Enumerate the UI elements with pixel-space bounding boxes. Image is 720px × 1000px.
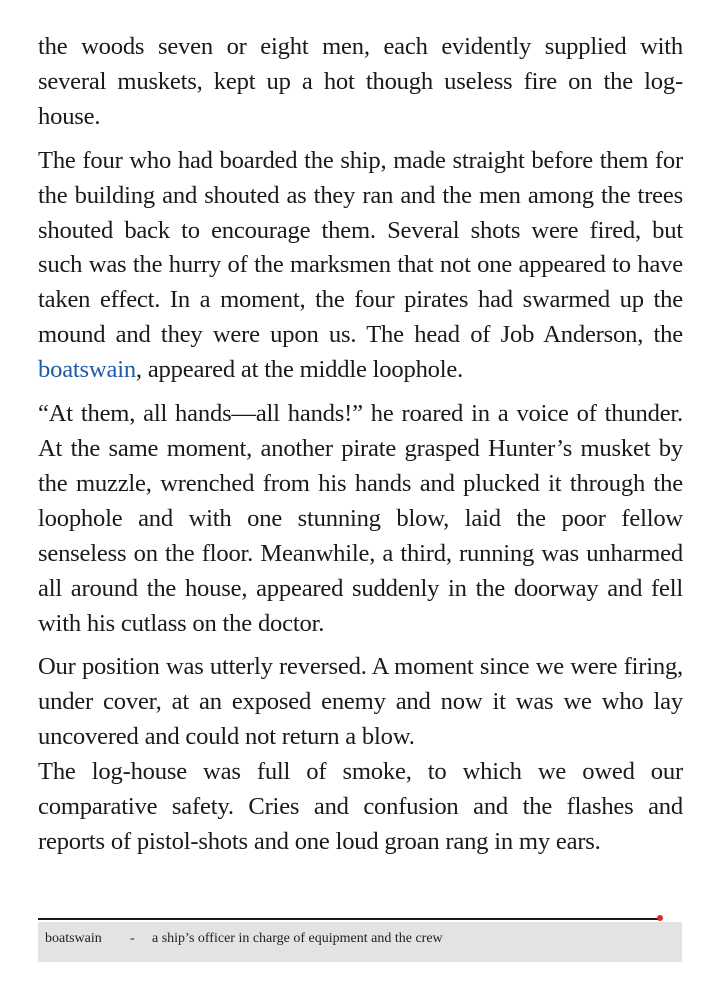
footnote-separator: - <box>130 931 135 946</box>
paragraph-1: the woods seven or eight men, each evidently supplied with several muskets, kept up a hot though useless fire on the log-house. <box>38 33 683 130</box>
paragraph-2 <box>38 144 683 388</box>
paragraph-5: The log-house was full of smoke, to which we owed our comparative safety. Cries and confusion and the flashes and reports of pistol-shots and one loud groan rang in my ears. <box>38 758 683 855</box>
story-text <box>38 30 683 869</box>
glossary-link-boatswain[interactable]: boatswain <box>38 356 136 384</box>
paragraph-3: “At them, all hands—all hands!” he roared in a voice of thunder. At the same moment, another pirate grasped Hunter’s musket by the muzzle, wrenched from his hands and plucked it through the loophole and with one stunning blow, laid the poor fellow senseless on the floor. Meanwhile, a third, running was unharmed all around the house, appeared suddenly in the doorway and fell with his cutlass on the doctor. <box>38 400 683 637</box>
footnote-term: boatswain <box>45 931 102 946</box>
paragraph-2-part-2: , appeared at the middle loophole. <box>135 356 464 384</box>
divider-dot <box>657 915 663 921</box>
footnote-definition: a ship’s officer in charge of equipment and the crew <box>152 931 443 946</box>
paragraph-2-part-1: The four who had boarded the ship, made straight before them for the building and shouted as they ran and the men among the trees shouted back to encourage them. Several shots were fired, but such was the hurry of the marksmen that not one appeared to have taken effect. In a moment, the four pirates had swarmed up the mound and they were upon us. The head of Job Anderson, the <box>38 146 683 349</box>
footnote-divider <box>38 918 660 920</box>
glossary-footnote <box>38 922 682 962</box>
paragraph-4: Our position was utterly reversed. A moment since we were firing, under cover, at an exposed enemy and now it was we who lay uncovered and could not return a blow. <box>38 653 683 751</box>
